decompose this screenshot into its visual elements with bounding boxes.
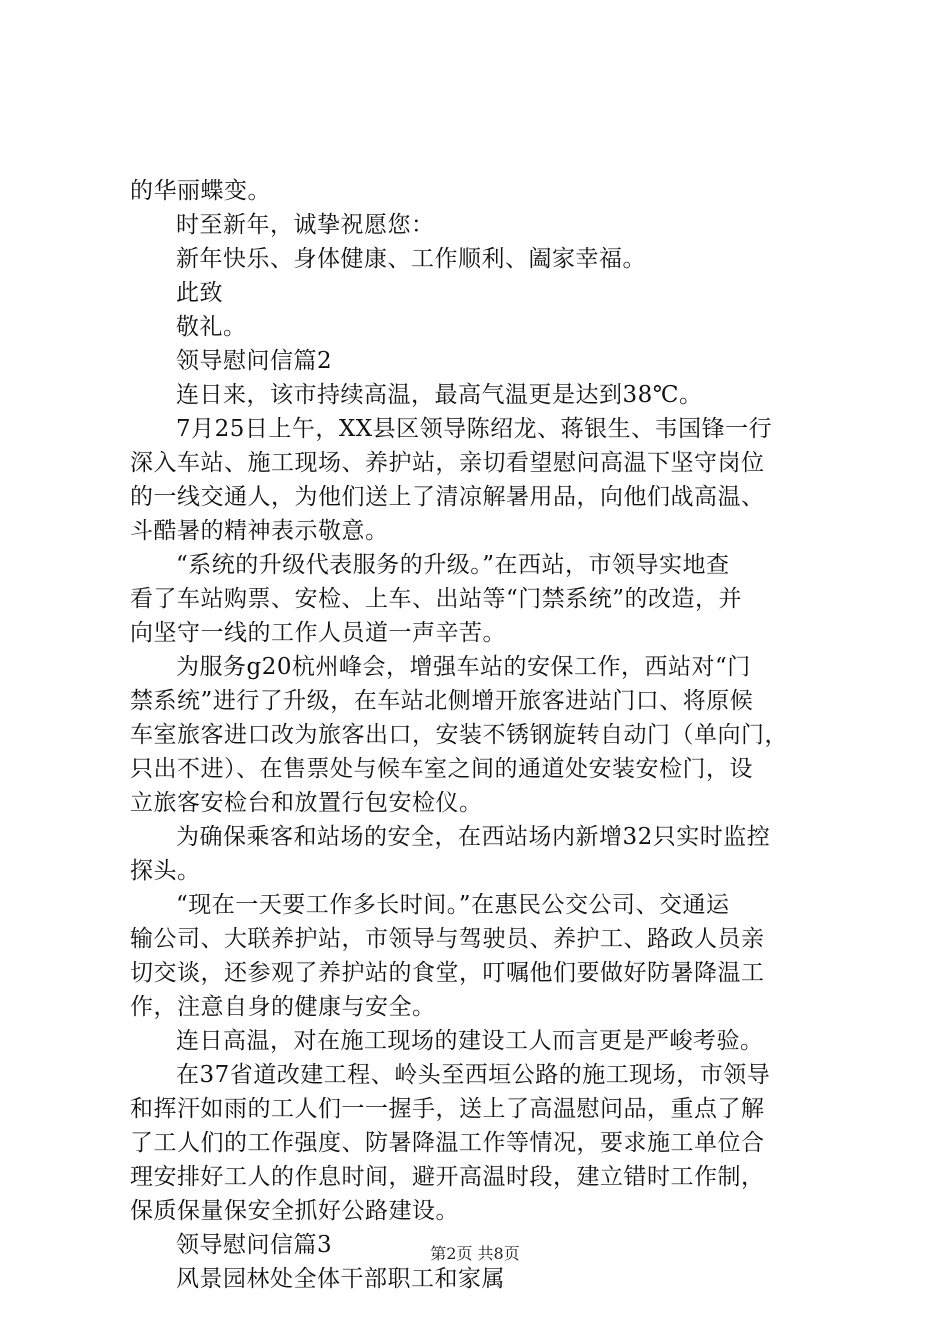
text-line: 的华丽蝶变。 bbox=[130, 178, 271, 204]
text-line: 了工人们的工作强度、防暑降温工作等情况，要求施工单位合 bbox=[130, 1130, 765, 1156]
text-line: 风景园林处全体干部职工和家属 bbox=[176, 1266, 505, 1292]
text-line: 探头。 bbox=[130, 858, 201, 884]
text-line: 的一线交通人，为他们送上了清凉解暑用品，向他们战高温、 bbox=[130, 484, 765, 510]
text-line: 在37省道改建工程、岭头至西垣公路的施工现场，市领导 bbox=[176, 1062, 771, 1088]
text-line: 理安排好工人的作息时间，避开高温时段，建立错时工作制， bbox=[130, 1164, 765, 1190]
document-body bbox=[130, 174, 835, 1296]
section-heading: 领导慰问信篇2 bbox=[176, 348, 333, 374]
text-line: 作，注意自身的健康与安全。 bbox=[130, 994, 436, 1020]
section-heading: 领导慰问信篇3 bbox=[176, 1232, 333, 1258]
text-line: 禁系统”进行了升级，在车站北侧增开旅客进站门口、将原候 bbox=[130, 688, 754, 714]
text-line: 保质保量保安全抓好公路建设。 bbox=[130, 1198, 459, 1224]
text-line: 深入车站、施工现场、养护站，亲切看望慰问高温下坚守岗位 bbox=[130, 450, 765, 476]
text-line: 输公司、大联养护站，市领导与驾驶员、养护工、路政人员亲 bbox=[130, 926, 765, 952]
text-line: 连日高温，对在施工现场的建设工人而言更是严峻考验。 bbox=[176, 1028, 764, 1054]
text-line: 斗酷暑的精神表示敬意。 bbox=[130, 518, 389, 544]
text-line: “系统的升级代表服务的升级。”在西站，市领导实地查 bbox=[176, 552, 730, 578]
text-line: 看了车站购票、安检、上车、出站等“门禁系统”的改造，并 bbox=[130, 586, 743, 612]
page-number: 第2页 共8页 bbox=[430, 1244, 520, 1263]
text-line: 切交谈，还参观了养护站的食堂，叮嘱他们要做好防暑降温工 bbox=[130, 960, 765, 986]
text-line: 7月25日上午，XX县区领导陈绍龙、蒋银生、韦国锋一行 bbox=[176, 416, 773, 442]
text-line: 敬礼。 bbox=[176, 314, 247, 340]
text-line: 新年快乐、身体健康、工作顺利、阖家幸福。 bbox=[176, 246, 646, 272]
text-line: 为服务g20杭州峰会，增强车站的安保工作，西站对“门 bbox=[176, 654, 751, 680]
text-line: 向坚守一线的工作人员道一声辛苦。 bbox=[130, 620, 506, 646]
page-footer bbox=[0, 1244, 950, 1264]
text-line: 此致 bbox=[176, 280, 223, 306]
text-line: 只出不进）、在售票处与候车室之间的通道处安装安检门，设 bbox=[130, 756, 753, 782]
text-line: 和挥汗如雨的工人们一一握手，送上了高温慰问品，重点了解 bbox=[130, 1096, 765, 1122]
text-line: 为确保乘客和站场的安全，在西站场内新增32只实时监控 bbox=[176, 824, 771, 850]
text-line: 立旅客安检台和放置行包安检仪。 bbox=[130, 790, 483, 816]
text-line: 车室旅客进口改为旅客出口，安装不锈钢旋转自动门（单向门， bbox=[130, 722, 788, 748]
text-line: 时至新年，诚挚祝愿您： bbox=[176, 212, 435, 238]
text-line: “现在一天要工作多长时间。”在惠民公交公司、交通运 bbox=[176, 892, 730, 918]
text-line: 连日来，该市持续高温，最高气温更是达到38℃。 bbox=[176, 382, 703, 408]
